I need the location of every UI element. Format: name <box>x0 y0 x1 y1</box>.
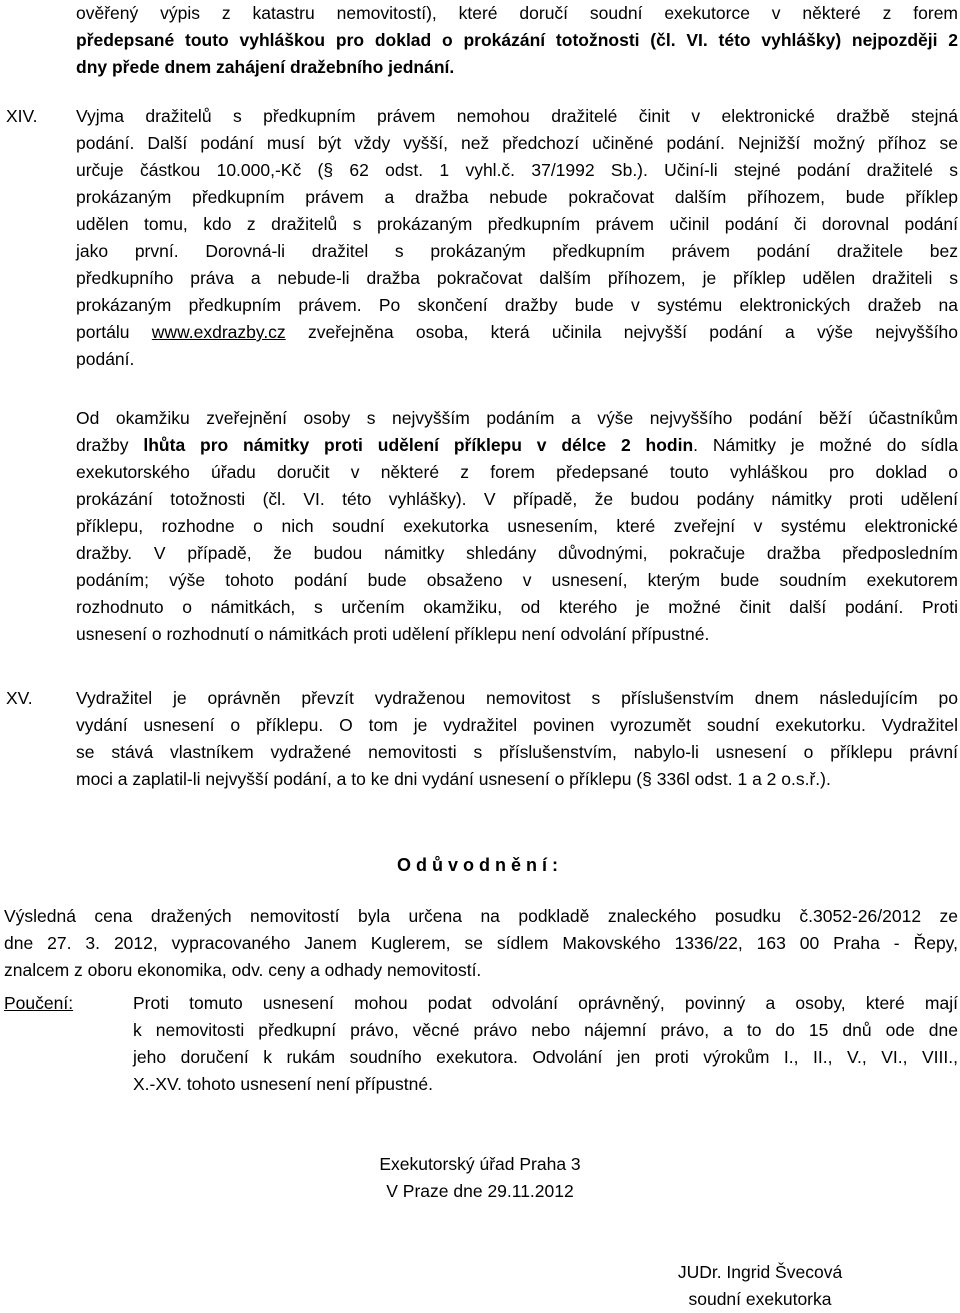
paragraph-line: dne 27. 3. 2012, vypracovaného Janem Kuglerem, se sídlem Makovského 1336/22, 163 00 Praha - Řepy, <box>4 933 958 953</box>
signature-block <box>660 1259 860 1313</box>
paragraph-line: Vydražitel je oprávněn převzít vydraženou nemovitost s příslušenstvím dnem následujícím po <box>76 688 958 708</box>
paragraph-line: jako první. Dorovná-li dražitel s prokázaným předkupním právem podání dražitele bez <box>76 241 958 261</box>
paragraph-text: portálu <box>76 322 152 342</box>
paragraph-line: předkupního práva a nebude-li dražba pokračovat dalším příhozem, je příklep udělen dražiteli s <box>76 268 958 288</box>
paragraph-line: příklepu, rozhodne o nich soudní exekutorka usnesením, které zveřejní v systému elektronické <box>76 516 958 536</box>
intro-line: předepsané touto vyhláškou pro doklad o prokázání totožnosti (čl. VI. této vyhlášky) nejpozději 2 <box>76 30 958 50</box>
paragraph-line: určuje částkou 10.000,-Kč (§ 62 odst. 1 vyhl.č. 37/1992 Sb.). Učiní-li stejné podání dražitelé s <box>76 160 958 180</box>
paragraph-line: se stává vlastníkem vydražené nemovitosti s příslušenstvím, nabylo-li usnesení o příklepu právní <box>76 742 958 762</box>
section-number-xv: XV. <box>6 688 33 708</box>
paragraph-line: vydání usnesení o příklepu. O tom je vydražitel povinen vyrozumět soudní exekutorku. Vydražitel <box>76 715 958 735</box>
office-name: Exekutorský úřad Praha 3 <box>379 1154 581 1174</box>
objection-deadline-text: lhůta pro námitky proti udělení příklepu v délce 2 hodin <box>143 435 694 455</box>
section-xiv-paragraph-2 <box>76 405 958 648</box>
paragraph-line: Proti tomuto usnesení mohou podat odvolání oprávněný, povinný a osoby, které mají <box>133 993 958 1013</box>
intro-paragraph <box>76 0 958 81</box>
paragraph-line: Výsledná cena dražených nemovitostí byla určena na podkladě znaleckého posudku č.3052-26/2012 ze <box>4 906 958 926</box>
paragraph-line: k nemovitosti předkupní právo, věcné právo nebo nájemní právo, a to do 15 dnů ode dne <box>133 1020 958 1040</box>
section-xv-paragraph <box>76 685 958 793</box>
paragraph-line: dražby. V případě, že budou námitky shledány důvodnými, pokračuje dražba předposledním <box>76 543 958 563</box>
instruction-label: Poučení: <box>4 993 74 1013</box>
reasoning-heading: Odůvodnění: <box>397 855 563 875</box>
paragraph-line: podání. Další podání musí být vždy vyšší, než předchozí učiněné podání. Nejnižší možný příhoz se <box>76 133 958 153</box>
section-number-xiv: XIV. <box>6 106 38 126</box>
paragraph-line <box>76 319 958 346</box>
paragraph-line: podání. <box>76 349 135 369</box>
signer-title: soudní exekutorka <box>688 1289 832 1309</box>
intro-line: ověřený výpis z katastru nemovitostí), které doručí soudní exekutorce v některé z forem <box>76 3 958 23</box>
paragraph-text: dražby <box>76 435 144 455</box>
paragraph-line: Vyjma dražitelů s předkupním právem nemohou dražitelé činit v elektronické dražbě stejná <box>76 106 958 126</box>
exdrazby-link[interactable]: www.exdrazby.cz <box>151 322 286 342</box>
paragraph-line: X.-XV. tohoto usnesení není přípustné. <box>133 1074 433 1094</box>
section-xiv-paragraph-1 <box>76 103 958 373</box>
paragraph-line <box>76 432 958 459</box>
paragraph-line: Od okamžiku zveřejnění osoby s nejvyšším podáním a výše nejvyššího podání běží účastníkům <box>76 408 958 428</box>
instruction-paragraph <box>133 990 958 1098</box>
office-block <box>360 1151 600 1205</box>
paragraph-line: exekutorského úřadu doručit v některé z forem předepsané touto vyhláškou pro doklad o <box>76 462 958 482</box>
paragraph-line: prokázání totožnosti (čl. VI. této vyhlášky). V případě, že budou podány námitky proti udělení <box>76 489 958 509</box>
signer-name: JUDr. Ingrid Švecová <box>677 1262 843 1282</box>
paragraph-line: prokázaným předkupním právem. Po skončení dražby bude v systému elektronických dražeb na <box>76 295 958 315</box>
paragraph-text: zveřejněna osoba, která učinila nejvyšší podání a výše nejvyššího <box>285 322 958 342</box>
paragraph-line: podáním; výše tohoto podání bude obsaženo v usnesení, kterým bude soudním exekutorem <box>76 570 958 590</box>
paragraph-line: udělen tomu, kdo z dražitelů s prokázaným předkupním právem učinil podání či dorovnal podání <box>76 214 958 234</box>
paragraph-line: znalcem z oboru ekonomika, odv. ceny a odhady nemovitostí. <box>4 960 482 980</box>
paragraph-text: . Námitky je možné do sídla <box>693 435 958 455</box>
paragraph-line: prokázaným předkupním právem a dražba nebude pokračovat dalším příhozem, bude příklep <box>76 187 958 207</box>
issue-date: V Praze dne 29.11.2012 <box>386 1181 574 1201</box>
paragraph-line: rozhodnuto o námitkách, s určením okamžiku, od kterého je možné činit další podání. Proti <box>76 597 958 617</box>
paragraph-line: moci a zaplatil-li nejvyšší podání, a to ke dni vydání usnesení o příklepu (§ 336l odst. 1 a 2 o.s.ř.). <box>76 769 831 789</box>
paragraph-line: usnesení o rozhodnutí o námitkách proti udělení příklepu není odvolání přípustné. <box>76 624 710 644</box>
reasoning-paragraph <box>4 903 958 984</box>
intro-line: dny přede dnem zahájení dražebního jednání. <box>76 57 455 77</box>
paragraph-line: jeho doručení k rukám soudního exekutora. Odvolání jen proti výrokům I., II., V., VI., VIII., <box>133 1047 958 1067</box>
